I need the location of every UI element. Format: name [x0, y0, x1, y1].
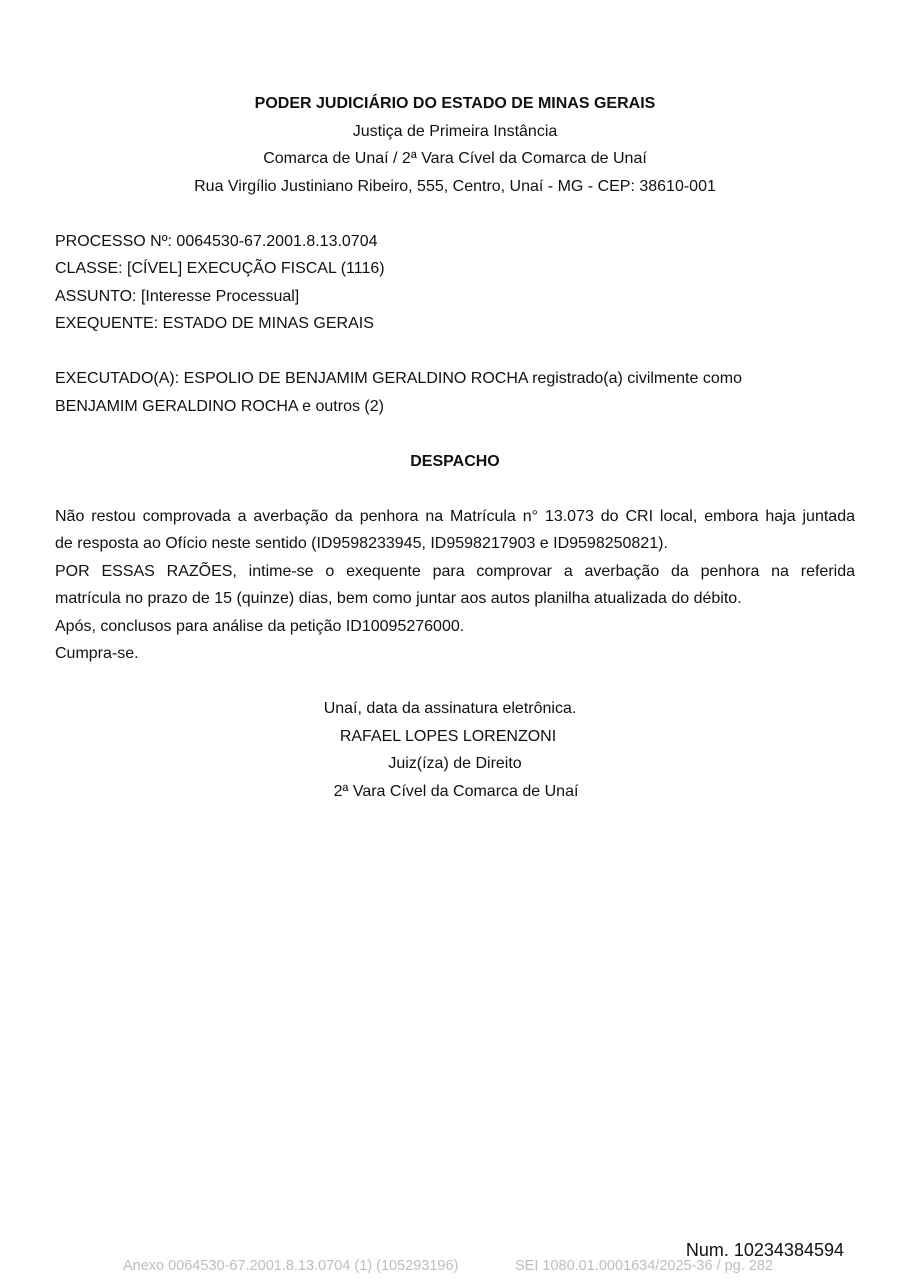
executado-line-1: EXECUTADO(A): ESPOLIO DE BENJAMIM GERALDINO ROCHA registrado(a) civilmente como — [55, 370, 742, 387]
processo-line: PROCESSO Nº: 0064530-67.2001.8.13.0704 — [55, 233, 378, 250]
footer-annex: Anexo 0064530-67.2001.8.13.0704 (1) (105293196) — [123, 1258, 459, 1274]
exequente-line: EXEQUENTE: ESTADO DE MINAS GERAIS — [55, 315, 374, 332]
instance-line: Justiça de Primeira Instância — [352, 123, 558, 140]
document-number: Num. 10234384594 — [685, 1240, 844, 1260]
executado-line-2: BENJAMIM GERALDINO ROCHA e outros (2) — [55, 398, 384, 415]
paragraph-1-line-1: Não restou comprovada a averbação da penhora na Matrícula n° 13.073 do CRI local, embora haja juntada — [55, 508, 855, 525]
signature-court: 2ª Vara Cível da Comarca de Unaí — [333, 783, 579, 800]
address-line: Rua Virgílio Justiniano Ribeiro, 555, Centro, Unaí - MG - CEP: 38610-001 — [194, 178, 716, 195]
place-date: Unaí, data da assinatura eletrônica. — [323, 700, 577, 717]
despacho-title: DESPACHO — [410, 453, 500, 470]
paragraph-1-line-2: de resposta ao Ofício neste sentido (ID9598233945, ID9598217903 e ID9598250821). — [55, 535, 668, 552]
judge-role: Juiz(íza) de Direito — [388, 755, 522, 772]
footer-sei: SEI 1080.01.0001634/2025-36 / pg. 282 — [515, 1258, 773, 1274]
paragraph-2-line-1: POR ESSAS RAZÕES, intime-se o exequente para comprovar a averbação da penhora na referida — [55, 563, 855, 580]
paragraph-2-line-2: matrícula no prazo de 15 (quinze) dias, bem como juntar aos autos planilha atualizada do débito. — [55, 590, 742, 607]
judge-name: RAFAEL LOPES LORENZONI — [339, 728, 557, 745]
paragraph-3: Após, conclusos para análise da petição ID10095276000. — [55, 618, 465, 635]
district-line: Comarca de Unaí / 2ª Vara Cível da Comarca de Unaí — [263, 150, 647, 167]
paragraph-4: Cumpra-se. — [55, 645, 139, 662]
assunto-line: ASSUNTO: [Interesse Processual] — [55, 288, 300, 305]
classe-line: CLASSE: [CÍVEL] EXECUÇÃO FISCAL (1116) — [55, 260, 385, 277]
court-title: PODER JUDICIÁRIO DO ESTADO DE MINAS GERAIS — [254, 95, 656, 112]
